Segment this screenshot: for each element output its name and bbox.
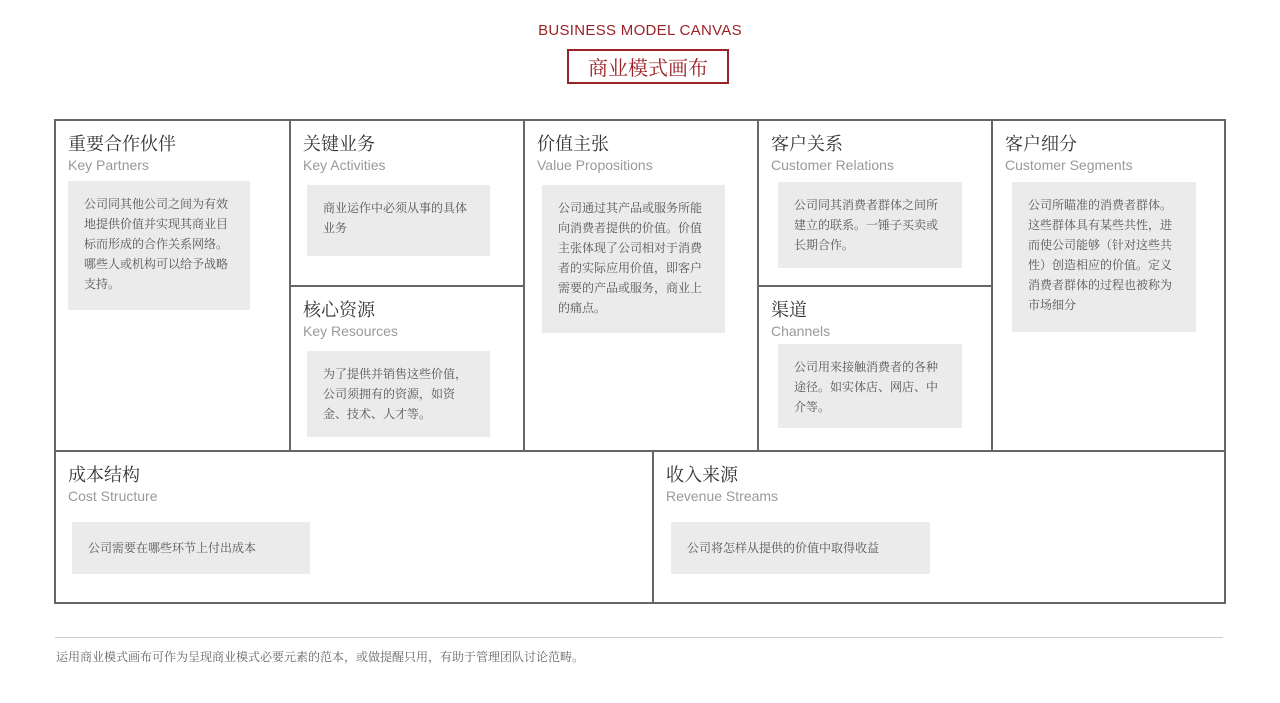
business-model-canvas	[54, 119, 1226, 604]
block-title: 成本结构	[68, 465, 140, 486]
block-description: 公司需要在哪些环节上付出成本	[72, 522, 310, 574]
block-description: 为了提供并销售这些价值，公司须拥有的资源，如资金、技术、人才等。	[307, 351, 490, 437]
block-title: 渠道	[771, 300, 807, 321]
block-title: 核心资源	[303, 300, 375, 321]
block-description: 公司通过其产品或服务所能向消费者提供的价值。价值主张体现了公司相对于消费者的实际应用价值，即客户需要的产品或服务，商业上的痛点。	[542, 185, 725, 333]
block-subtitle: Key Activities	[303, 157, 386, 173]
footer-note: 运用商业模式画布可作为呈现商业模式必要元素的范本，或做提醒只用，有助于管理团队讨论范畴。	[56, 650, 585, 664]
block-customer-segments	[991, 121, 1224, 450]
block-description: 公司所瞄准的消费者群体。这些群体具有某些共性，进而使公司能够（针对这些共性）创造相应的价值。定义消费者群体的过程也被称为市场细分	[1012, 182, 1196, 332]
block-title: 重要合作伙伴	[68, 134, 176, 155]
block-value-propositions	[523, 121, 757, 450]
block-revenue-streams	[652, 450, 1224, 602]
block-title: 价值主张	[537, 134, 609, 155]
block-description: 公司同其他公司之间为有效地提供价值并实现其商业目标而形成的合作关系网络。哪些人或机构可以给予战略支持。	[68, 181, 250, 310]
block-subtitle: Value Propositions	[537, 157, 653, 173]
block-description: 商业运作中必须从事的具体业务	[307, 185, 490, 256]
block-key-partners	[56, 121, 289, 450]
footer-divider	[55, 637, 1223, 638]
block-customer-relations	[757, 121, 991, 285]
block-subtitle: Customer Relations	[771, 157, 894, 173]
page-title: 商业模式画布	[567, 49, 729, 84]
block-subtitle: Key Partners	[68, 157, 149, 173]
block-cost-structure	[56, 450, 652, 602]
block-description: 公司将怎样从提供的价值中取得收益	[671, 522, 930, 574]
block-title: 客户关系	[771, 134, 843, 155]
block-key-activities	[289, 121, 523, 285]
block-subtitle: Key Resources	[303, 323, 398, 339]
block-title: 收入来源	[666, 465, 738, 486]
canvas-eyebrow: BUSINESS MODEL CANVAS	[538, 22, 742, 39]
block-subtitle: Cost Structure	[68, 488, 158, 504]
block-subtitle: Channels	[771, 323, 831, 339]
block-subtitle: Revenue Streams	[666, 488, 779, 504]
block-description: 公司同其消费者群体之间所建立的联系。一锤子买卖或长期合作。	[778, 182, 962, 268]
block-subtitle: Customer Segments	[1005, 157, 1133, 173]
block-title: 关键业务	[303, 134, 375, 155]
block-title: 客户细分	[1005, 134, 1077, 155]
block-description: 公司用来接触消费者的各种途径。如实体店、网店、中介等。	[778, 344, 962, 428]
block-key-resources	[289, 285, 523, 450]
block-channels	[757, 285, 991, 450]
